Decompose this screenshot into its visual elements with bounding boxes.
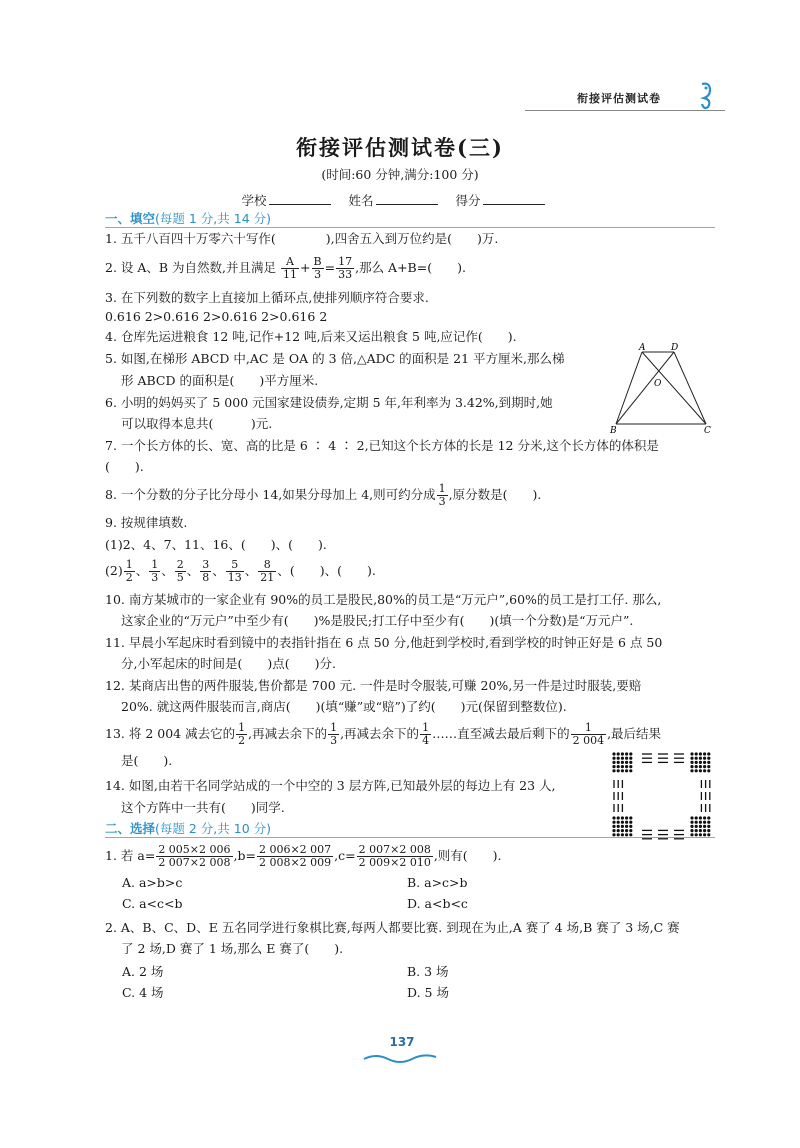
separator: 、: [212, 563, 225, 578]
array-dot: [621, 825, 624, 828]
array-dot: [625, 765, 628, 768]
array-dot: [690, 757, 693, 760]
array-dot: [695, 833, 698, 836]
separator: 、: [244, 563, 258, 578]
array-dot: [625, 816, 628, 819]
section-1-note: (每题 1 分,共 14 分): [155, 211, 271, 226]
q13-text: 13. 将 2 004 减去它的: [105, 726, 236, 741]
array-dot: [612, 829, 615, 832]
question-12-line-2: 20%. 就这两件服装而言,商店( )(填“赚”或“赔”)了约( )元(保留到整数位).: [121, 699, 567, 714]
separator: 、: [186, 563, 200, 578]
question-14-line-2: 这个方阵中一共有( )同学.: [121, 800, 285, 815]
array-dot: [703, 769, 706, 772]
frac-den: 4: [422, 734, 430, 747]
q9-fraction: [149, 559, 160, 584]
array-dot: [629, 769, 632, 772]
q2-frac-2: [312, 256, 324, 281]
question-10-line-1: 10. 南方某城市的一家企业有 90%的员工是股民,80%的员工是“万元户”,60%的员工是打工仔. 那么,: [105, 592, 662, 607]
hollow-square-array-figure: [610, 750, 714, 844]
array-dot: [690, 825, 693, 828]
frac-den: 2: [238, 734, 246, 747]
array-dot: [690, 769, 693, 772]
array-dot: [703, 752, 706, 755]
question-12-line-1: 12. 某商店出售的两件服装,售价都是 700 元. 一件是时令服装,可赚 20%,另一件是过时服装,要赔: [105, 678, 642, 693]
frac-num: 1: [571, 722, 607, 735]
array-dot: [699, 816, 702, 819]
array-dot: [703, 833, 706, 836]
array-dot: [707, 816, 710, 819]
q13-frac-4: [571, 722, 607, 747]
question-11-line-2: 分,小军起床的时间是( )点( )分.: [121, 656, 336, 671]
frac-den: 11: [283, 268, 298, 281]
array-dot: [621, 765, 624, 768]
section-2-heading: [105, 819, 271, 837]
array-dot: [629, 757, 632, 760]
array-dot: [612, 761, 615, 764]
question-1: 1. 五千八百四十万零六十写作( ),四舍五入到万位约是( )万.: [105, 231, 499, 246]
q13-mid-2: ,再减去余下的: [340, 726, 420, 741]
array-dot: [699, 825, 702, 828]
question-3-sequence: 0.616 2>0.616 2>0.616 2>0.616 2: [105, 309, 328, 324]
frac-num: 17: [338, 255, 353, 268]
q13-frac-2: [328, 722, 339, 747]
array-dot: [625, 829, 628, 832]
s2q1-frac-c: [357, 844, 433, 869]
frac-den: 3: [151, 571, 159, 584]
array-dot: [703, 821, 706, 824]
array-dot: [629, 765, 632, 768]
frac-den: 3: [438, 495, 446, 508]
array-dot: [612, 833, 615, 836]
frac-den: 3: [314, 268, 322, 281]
array-dot: [612, 825, 615, 828]
array-dot: [699, 757, 702, 760]
s2q1-c-label: ,c=: [334, 848, 356, 863]
array-dot: [699, 752, 702, 755]
array-dot: [707, 833, 710, 836]
array-dot: [621, 757, 624, 760]
s2q2-option-a: A. 2 场: [122, 964, 164, 979]
array-dot: [625, 769, 628, 772]
page-subtitle: (时间:60 分钟,满分:100 分): [321, 167, 479, 182]
array-dot: [707, 821, 710, 824]
frac-num: 1: [422, 721, 430, 734]
q9-fraction: [258, 559, 276, 584]
frac-num: B: [313, 255, 322, 268]
seahorse-icon: [690, 80, 720, 114]
array-dot: [695, 816, 698, 819]
array-dot: [703, 829, 706, 832]
array-dot: [703, 816, 706, 819]
array-dot: [695, 761, 698, 764]
plus-sign: +: [300, 260, 311, 275]
page-number: 137: [389, 1035, 415, 1049]
page-number-wave-icon: [362, 1050, 442, 1069]
q9-fraction: [226, 559, 244, 584]
q13-frac-3: [420, 722, 431, 747]
array-dot: [629, 752, 632, 755]
label-o: O: [654, 379, 662, 389]
array-dot: [625, 833, 628, 836]
frac-den: 13: [227, 571, 242, 584]
array-dot: [695, 752, 698, 755]
array-dot: [617, 757, 620, 760]
s2q2-option-c: C. 4 场: [122, 985, 164, 1000]
array-dot: [707, 765, 710, 768]
array-dot: [707, 829, 710, 832]
array-dot: [703, 765, 706, 768]
q2-tail: ,那么 A+B=( ).: [355, 260, 466, 275]
array-dot: [690, 816, 693, 819]
array-dot: [703, 761, 706, 764]
q13-tail: ,最后结果: [607, 726, 662, 741]
frac-num: 1: [151, 558, 159, 571]
q9-fraction: [175, 559, 186, 584]
array-dot: [695, 765, 698, 768]
label-a: A: [639, 343, 646, 353]
array-dot: [629, 816, 632, 819]
section-2-rule: [105, 837, 715, 838]
question-13: [105, 720, 715, 748]
frac-num: 5: [226, 559, 244, 572]
array-dot: [612, 816, 615, 819]
array-dot: [707, 761, 710, 764]
array-dot: [699, 833, 702, 836]
question-9-part-2: [105, 557, 715, 585]
section-1-heading: [105, 209, 271, 227]
choice-question-2-line-2: 了 2 场,D 赛了 1 场,那么 E 赛了( ).: [121, 941, 344, 956]
choice-question-2-line-1: 2. A、B、C、D、E 五名同学进行象棋比赛,每两人都要比赛. 到现在为止,A 赛了 4 场,B 赛了 3 场,C 赛: [105, 920, 680, 935]
array-dot: [703, 825, 706, 828]
array-dot: [629, 833, 632, 836]
array-dot: [621, 761, 624, 764]
header-running-title: 衔接评估测试卷: [577, 92, 661, 105]
separator: 、: [161, 563, 174, 578]
array-dot: [621, 829, 624, 832]
s2q1-option-b: B. a>c>b: [407, 875, 468, 890]
array-dot: [621, 833, 624, 836]
frac-num: 1: [438, 482, 446, 495]
frac-num: 2: [176, 558, 184, 571]
array-dot: [695, 769, 698, 772]
student-info: [0, 191, 800, 209]
question-7-line-2: ( ).: [105, 459, 144, 474]
section-2-title: 二、选择: [105, 821, 156, 836]
array-dot: [625, 821, 628, 824]
question-3: 3. 在下列数的数字上直接加上循环点,使排列顺序符合要求.: [105, 290, 429, 305]
school-label: 学校: [241, 193, 267, 208]
question-6-line-1: 6. 小明的妈妈买了 5 000 元国家建设债券,定期 5 年,年利率为 3.42%,到期时,她: [105, 395, 553, 410]
question-5-line-1: 5. 如图,在梯形 ABCD 中,AC 是 OA 的 3 倍,△ADC 的面积是 21 平方厘米,那么梯: [105, 351, 565, 366]
array-dot: [690, 833, 693, 836]
frac-den: 2 009×2 010: [358, 856, 431, 869]
q9-p2-tail: ( )、( ).: [289, 563, 376, 578]
array-dot: [699, 769, 702, 772]
array-dot: [617, 752, 620, 755]
array-dot: [617, 765, 620, 768]
array-dot: [629, 761, 632, 764]
q9-fraction: [124, 559, 135, 584]
q2-frac-1: [281, 256, 299, 281]
q2-frac-3: [336, 256, 354, 281]
question-8: [105, 481, 715, 509]
score-label: 得分: [455, 193, 481, 208]
question-13-line-2: 是( ).: [121, 753, 173, 768]
array-dot: [621, 821, 624, 824]
frac-den: 2 007×2 008: [158, 856, 231, 869]
question-14-line-1: 14. 如图,由若干名同学站成的一个中空的 3 层方阵,已知最外层的每边上有 23 人,: [105, 778, 556, 793]
frac-num: 2 007×2 008: [358, 843, 431, 856]
array-dot: [699, 829, 702, 832]
array-dot: [625, 757, 628, 760]
s2q1-option-d: D. a<b<c: [407, 896, 468, 911]
array-dot: [699, 821, 702, 824]
q2-text: 2. 设 A、B 为自然数,并且满足: [105, 260, 277, 275]
array-dot: [617, 829, 620, 832]
array-dot: [617, 816, 620, 819]
q8-text: 8. 一个分数的分子比分母小 14,如果分母加上 4,则可约分成: [105, 487, 436, 502]
separator: 、: [135, 563, 149, 578]
q13-frac-1: [236, 722, 247, 747]
frac-num: 2 006×2 007: [258, 843, 332, 856]
array-dot: [695, 821, 698, 824]
frac-den: 3: [330, 734, 338, 747]
array-dot: [612, 757, 615, 760]
q8-tail: ,原分数是( ).: [448, 487, 542, 502]
section-1-title: 一、填空: [105, 211, 156, 226]
header-rule: [525, 110, 725, 111]
frac-num: A: [281, 256, 299, 269]
array-dot: [707, 769, 710, 772]
array-dot: [703, 757, 706, 760]
question-9: 9. 按规律填数.: [105, 515, 188, 530]
choice-question-1: [105, 841, 715, 871]
frac-num: 1: [330, 721, 338, 734]
array-dot: [612, 752, 615, 755]
label-b: B: [610, 426, 617, 434]
q9-p2-label: (2): [105, 563, 123, 578]
array-dot: [629, 821, 632, 824]
array-dot: [617, 821, 620, 824]
s2q1-frac-b: [257, 844, 333, 869]
question-9-part-1: (1)2、4、7、11、16、( )、( ).: [105, 537, 327, 552]
label-d: D: [671, 343, 679, 353]
array-dot: [690, 829, 693, 832]
equal-sign: =: [324, 260, 336, 275]
array-dot: [629, 829, 632, 832]
array-dot: [617, 833, 620, 836]
frac-den: 33: [338, 268, 353, 281]
array-dot: [612, 821, 615, 824]
s2q1-b-label: ,b=: [233, 848, 256, 863]
array-dot: [699, 761, 702, 764]
question-4: 4. 仓库先运进粮食 12 吨,记作+12 吨,后来又运出粮食 5 吨,应记作( ).: [105, 329, 517, 344]
array-dot: [617, 761, 620, 764]
section-2-note: (每题 2 分,共 10 分): [155, 821, 271, 836]
question-11-line-1: 11. 早晨小军起床时看到镜中的表指针指在 6 点 50 分,他赶到学校时,看到学校的时钟正好是 6 点 50: [105, 635, 663, 650]
question-5-line-2: 形 ABCD 的面积是( )平方厘米.: [121, 373, 319, 388]
frac-den: 2: [125, 571, 133, 584]
q8-frac: [437, 483, 448, 508]
frac-den: 2 004: [572, 734, 605, 747]
array-dot: [612, 765, 615, 768]
q9-fraction: [200, 559, 211, 584]
array-dot: [690, 752, 693, 755]
frac-den: 21: [260, 571, 275, 584]
q13-mid-1: ,再减去余下的: [248, 726, 328, 741]
array-dot: [695, 825, 698, 828]
array-dot: [690, 765, 693, 768]
s2q1-option-a: A. a>b>c: [122, 875, 183, 890]
array-dot: [629, 825, 632, 828]
frac-num: 1: [238, 721, 246, 734]
array-dot: [707, 825, 710, 828]
name-blank: [376, 192, 438, 205]
array-dot: [625, 825, 628, 828]
s2q2-option-b: B. 3 场: [407, 964, 449, 979]
label-c: C: [704, 426, 711, 434]
frac-num: 3: [202, 558, 210, 571]
s2q1-option-c: C. a<c<b: [122, 896, 183, 911]
s2q1-text: 1. 若 a=: [105, 848, 156, 863]
array-dot: [621, 816, 624, 819]
array-dot: [695, 757, 698, 760]
s2q2-option-d: D. 5 场: [407, 985, 449, 1000]
frac-den: 8: [202, 571, 210, 584]
array-dot: [617, 769, 620, 772]
array-dot: [690, 821, 693, 824]
question-10-line-2: 这家企业的“万元户”中至少有( )%是股民;打工仔中至少有( )(填一个分数)是“万元户”.: [121, 613, 634, 628]
q9-fraction-sequence: [123, 558, 290, 584]
s2q1-tail: ,则有( ).: [433, 848, 502, 863]
question-2: [105, 254, 715, 282]
s2q1-frac-a: [156, 844, 232, 869]
array-dot: [690, 761, 693, 764]
array-dot: [707, 757, 710, 760]
array-dot: [625, 761, 628, 764]
array-dot: [625, 752, 628, 755]
frac-num: 8: [258, 559, 276, 572]
frac-den: 5: [176, 571, 184, 584]
array-dot: [617, 825, 620, 828]
question-6-line-2: 可以取得本息共( )元.: [121, 416, 273, 431]
question-7-line-1: 7. 一个长方体的长、宽、高的比是 6 ∶ 4 ∶ 2,已知这个长方体的长是 12 分米,这个长方体的体积是: [105, 438, 659, 453]
frac-den: 2 008×2 009: [258, 856, 332, 869]
page-title: 衔接评估测试卷(三): [296, 135, 504, 160]
frac-num: 1: [125, 558, 133, 571]
school-blank: [269, 192, 331, 205]
array-dot: [612, 769, 615, 772]
array-dot: [699, 765, 702, 768]
array-dot: [707, 752, 710, 755]
q13-mid-3: ……直至减去最后剩下的: [432, 726, 570, 741]
separator: 、: [277, 563, 290, 578]
array-dot: [695, 829, 698, 832]
name-label: 姓名: [348, 193, 374, 208]
array-dot: [621, 752, 624, 755]
frac-num: 2 005×2 006: [158, 843, 231, 856]
score-blank: [483, 192, 545, 205]
array-dot: [621, 769, 624, 772]
